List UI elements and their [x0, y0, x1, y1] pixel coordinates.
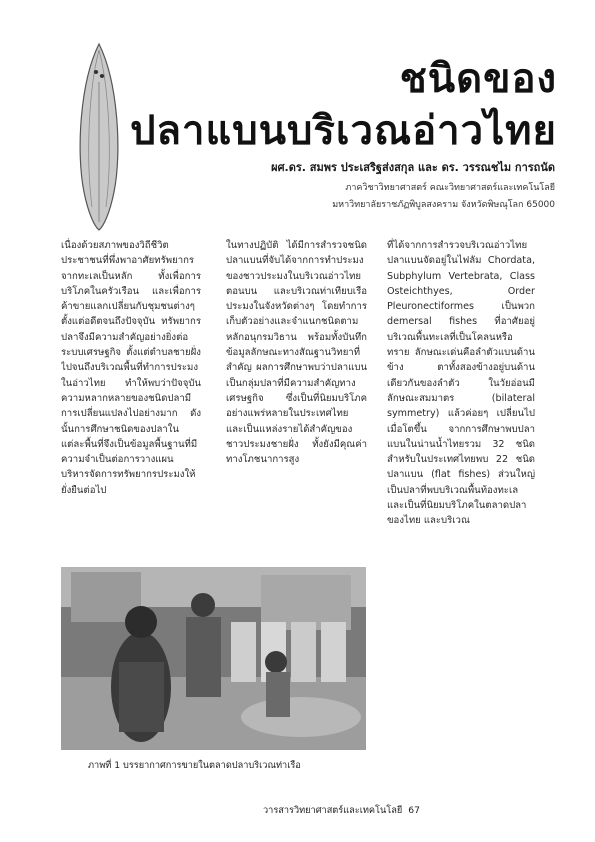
- author-names: ผศ.ดร. สมพร ประเสริฐส่งสกุล และ ดร. วรรณชไม การถนัด: [271, 161, 555, 174]
- affiliation-line2: มหาวิทยาลัยราชภัฏพิบูลสงคราม จังหวัดพิษณุโลก 65000: [332, 200, 555, 210]
- flatfish-illustration: [74, 42, 124, 232]
- fish-market-photo: [61, 567, 366, 750]
- body-column-1: [61, 238, 201, 570]
- body-text-col2: ในทางปฏิบัติ ได้มีการสำรวจชนิดปลาแบนที่จับได้จากการทำประมงของชาวประมงในบริเวณอ่าวไทยตอนบน และบริเวณท่าเทียบเรือประมงในจังหวัดต่างๆ โดยทำการเก็บตัวอย่างและจำแนกชนิดตามหลักอนุกรมวิธาน พร้อมทั้งบันทึกข้อมูลลักษณะทางสัณฐานวิทยาที่สำคัญ ผลการศึกษาพบว่าปลาแบนเป็นกลุ่มปลาที่มีความสำคัญทางเศรษฐกิจ ซึ่งเป็นที่นิยมบริโภคอย่างแพร่หลายในประเทศไทย และเป็นแหล่งรายได้สำคัญของชาวประมงชายฝั่ง ทั้งยังมีคุณค่าทางโภชนาการสูง: [226, 240, 367, 466]
- body-text-col1: เนื่องด้วยสภาพของวิถีชีวิตประชาชนที่พึ่งพาอาศัยทรัพยากรจากทะเลเป็นหลัก ทั้งเพื่อการบริโภคในครัวเรือน และเพื่อการค้าขายแลกเปลี่ยนกับชุมชนต่างๆ ตั้งแต่อดีตจนถึงปัจจุบัน ทรัพยากรปลาจึงมีความสำคัญอย่างยิ่งต่อระบบเศรษฐกิจ ตั้งแต่ตำบลชายฝั่งไปจนถึงบริเวณพื้นที่ทำการประมงในอ่าวไทย ทำให้พบว่าปัจจุบันความหลากหลายของชนิดปลามีการเปลี่ยนแปลงไปอย่างมาก ดังนั้นการศึกษาชนิดของปลาในแต่ละพื้นที่จึงเป็นข้อมูลพื้นฐานที่มีความจำเป็นต่อการวางแผนบริหารจัดการทรัพยากรประมงให้ยั่งยืนต่อไป: [61, 240, 201, 496]
- affiliation-line1: ภาควิชาวิทยาศาสตร์ คณะวิทยาศาสตร์และเทคโนโลยี: [345, 183, 555, 193]
- article-title-line2: ปลาแบนบริเวณอ่าวไทย: [130, 107, 557, 154]
- page-footer: [263, 803, 420, 818]
- author-block: [225, 158, 555, 214]
- figure-caption: ภาพที่ 1 บรรยากาศการขายในตลาดปลาบริเวณท่าเรือ: [88, 760, 301, 771]
- body-column-3: [387, 238, 535, 778]
- page-number: 67: [408, 805, 420, 816]
- journal-name: วารสารวิทยาศาสตร์และเทคโนโลยี: [263, 805, 403, 816]
- article-title-line1: ชนิดของ: [399, 55, 557, 102]
- body-text-col3: ที่ได้จากการสำรวจบริเวณอ่าวไทย ปลาแบนจัดอยู่ในไฟลัม Chordata, Subphylum Vertebrata, Class Osteichthyes, Order Pleuronectiformes เป็นพวก demersal fishes ที่อาศัยอยู่บริเวณพื้นทะเลที่เป็นโคลนหรือทราย ลักษณะเด่นคือลำตัวแบนด้านข้าง ตาทั้งสองข้างอยู่บนด้านเดียวกันของลำตัว ในวัยอ่อนมีลักษณะสมมาตร (bilateral symmetry) แล้วค่อยๆ เปลี่ยนไปเมื่อโตขึ้น จากการศึกษาพบปลาแบนในน่านน้ำไทยรวม 32 ชนิด สำหรับในประเทศไทยพบ 22 ชนิด ปลาแบน (flat fishes) ส่วนใหญ่เป็นปลาที่พบบริเวณพื้นท้องทะเล และเป็นที่นิยมบริโภคในตลาดปลาของไทย และบริเวณ: [387, 240, 535, 527]
- body-column-2: [226, 238, 367, 570]
